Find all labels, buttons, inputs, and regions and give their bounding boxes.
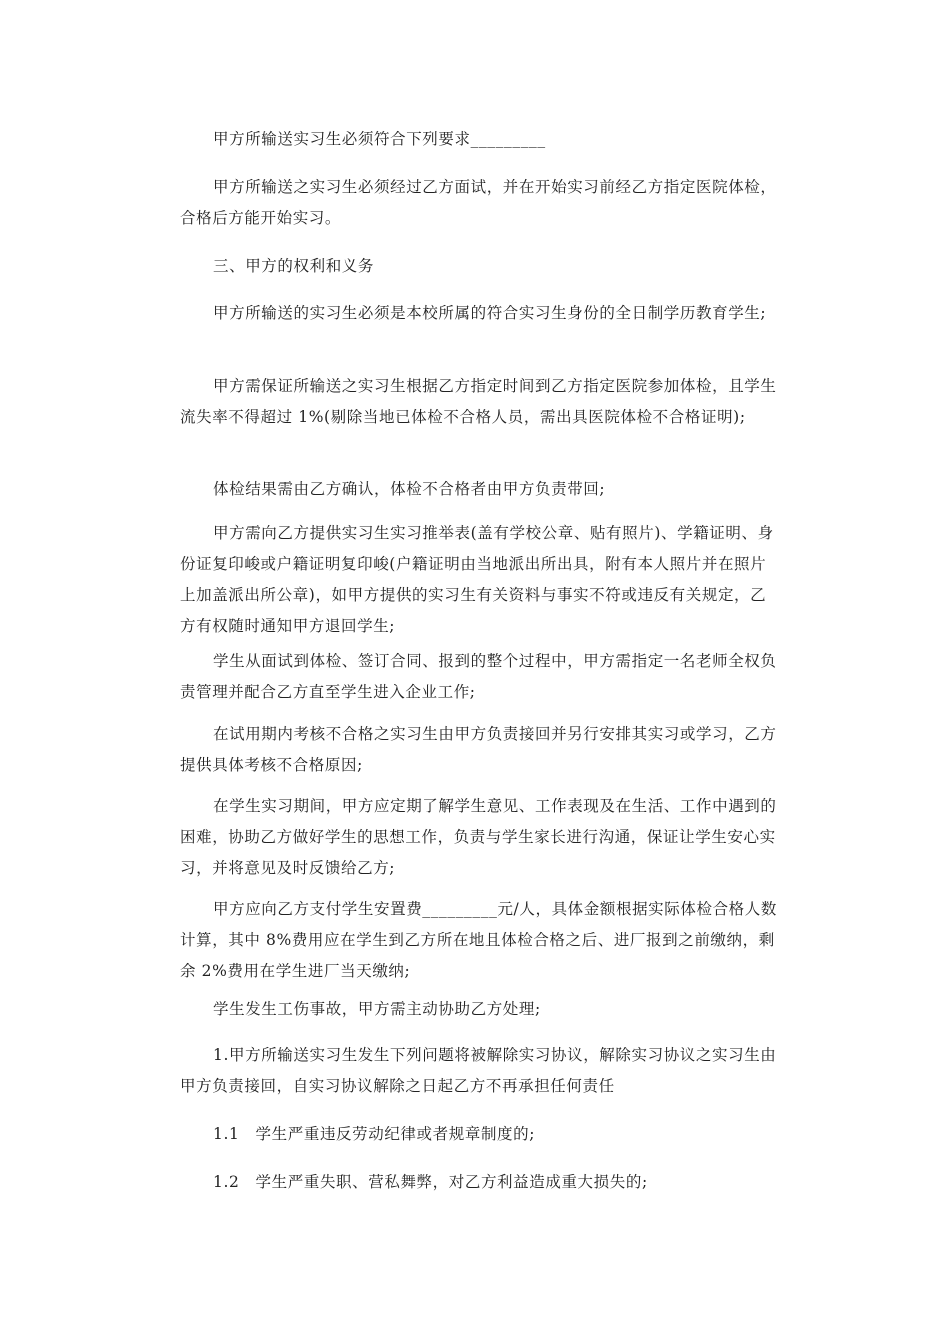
- paragraph-placement-fee: 甲方应向乙方支付学生安置费_________元/人，具体金额根据实际体检合格人数计算，其中 8%费用应在学生到乙方所在地且体检合格之后、进厂报到之前缴纳，剩余 2%费用在学生进厂当天缴纳;: [180, 900, 777, 980]
- paragraph-checkup-confirmation: 体检结果需由乙方确认，体检不合格者由甲方负责带回;: [213, 480, 606, 498]
- paragraph-interview-checkup: 甲方所输送之实习生必须经过乙方面试，并在开始实习前经乙方指定医院体检，合格后方能开始实习。: [180, 178, 777, 227]
- list-item-1-1: 1.1 学生严重违反劳动纪律或者规章制度的;: [213, 1125, 536, 1143]
- paragraph-internship-period-duties: 在学生实习期间，甲方应定期了解学生意见、工作表现及在生活、工作中遇到的困难，协助乙方做好学生的思想工作，负责与学生家长进行沟通，保证让学生安心实习，并将意见及时反馈给乙方;: [180, 797, 777, 877]
- paragraph-student-eligibility: 甲方所输送的实习生必须是本校所属的符合实习生身份的全日制学历教育学生;: [213, 304, 767, 322]
- paragraph-requirements: 甲方所输送实习生必须符合下列要求_________: [213, 130, 546, 148]
- list-item-1-2: 1.2 学生严重失职、营私舞弊，对乙方利益造成重大损失的;: [213, 1173, 648, 1191]
- section-heading-rights-obligations: 三、甲方的权利和义务: [213, 257, 375, 275]
- paragraph-documents-required: 甲方需向乙方提供实习生实习推举表(盖有学校公章、贴有照片)、学籍证明、身份证复印峻或户籍证明复印峻(户籍证明由当地派出所出具，附有本人照片并在照片上加盖派出所公章)，如甲方提供的实习生有关资料与事实不符或违反有关规定，乙方有权随时通知甲方退回学生;: [180, 524, 774, 635]
- paragraph-probation-failure: 在试用期内考核不合格之实习生由甲方负责接回并另行安排其实习或学习，乙方提供具体考核不合格原因;: [180, 725, 777, 774]
- paragraph-checkup-attendance: 甲方需保证所输送之实习生根据乙方指定时间到乙方指定医院参加体检，且学生流失率不得超过 1%(剔除当地已体检不合格人员，需出具医院体检不合格证明);: [180, 377, 777, 426]
- paragraph-work-injury: 学生发生工伤事故，甲方需主动协助乙方处理;: [213, 1000, 541, 1018]
- paragraph-teacher-responsibility: 学生从面试到体检、签订合同、报到的整个过程中，甲方需指定一名老师全权负责管理并配合乙方直至学生进入企业工作;: [180, 652, 777, 701]
- paragraph-termination-conditions: 1.甲方所输送实习生发生下列问题将被解除实习协议，解除实习协议之实习生由甲方负责接回，自实习协议解除之日起乙方不再承担任何责任: [180, 1046, 777, 1095]
